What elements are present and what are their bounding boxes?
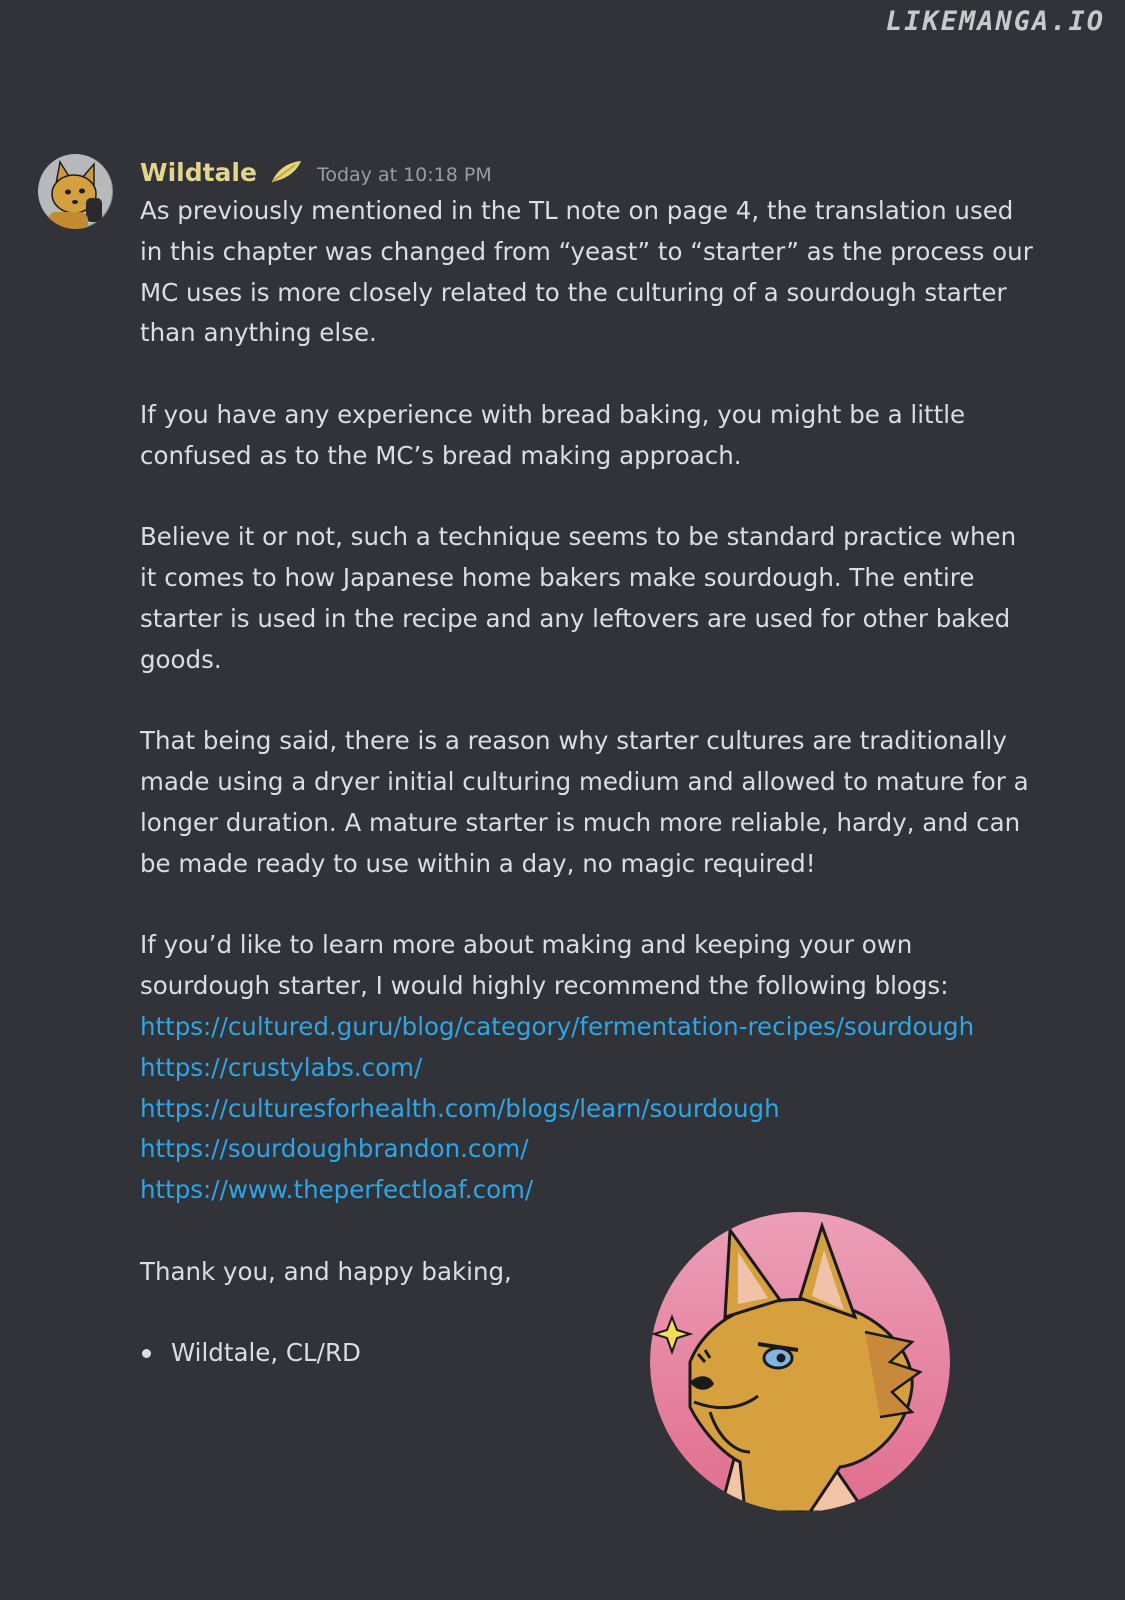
link-crustylabs[interactable]: https://crustylabs.com/ bbox=[140, 1052, 423, 1082]
link-theperfectloaf[interactable]: https://www.theperfectloaf.com/ bbox=[140, 1175, 534, 1205]
leaf-icon bbox=[269, 159, 303, 185]
bullet-icon bbox=[142, 1349, 151, 1358]
paragraph: If you have any experience with bread baking, you might be a little confused as to the MC’s bread making approach. bbox=[140, 399, 966, 470]
username[interactable]: Wildtale bbox=[140, 157, 257, 187]
signature: Wildtale, CL/RD bbox=[171, 1338, 361, 1368]
signoff: Thank you, and happy baking, bbox=[140, 1256, 512, 1286]
link-sourdoughbrandon[interactable]: https://sourdoughbrandon.com/ bbox=[140, 1134, 529, 1164]
paragraph: That being said, there is a reason why starter cultures are traditionally made using a dryer initial culturing medium and allowed to mature for a longer duration. A mature starter is much more reliable, hardy, and can be made ready to use within a day, no magic required! bbox=[140, 726, 1029, 878]
message-header bbox=[140, 152, 492, 192]
link-list bbox=[140, 1007, 1040, 1211]
link-cultured-guru[interactable]: https://cultured.guru/blog/category/fermentation-recipes/sourdough bbox=[140, 1011, 975, 1041]
message-body bbox=[140, 191, 1040, 1374]
paragraph: As previously mentioned in the TL note on page 4, the translation used in this chapter was changed from “yeast” to “starter” as the process our MC uses is more closely related to the culturing of a sourdough starter than anything else. bbox=[140, 196, 1033, 348]
watermark: LIKEMANGA.IO bbox=[885, 6, 1105, 37]
fox-portrait-image bbox=[650, 1212, 950, 1512]
user-avatar[interactable] bbox=[38, 154, 113, 229]
timestamp: Today at 10:18 PM bbox=[316, 164, 492, 186]
link-culturesforhealth[interactable]: https://culturesforhealth.com/blogs/learn/sourdough bbox=[140, 1093, 780, 1123]
paragraph: Believe it or not, such a technique seems to be standard practice when it comes to how Japanese home bakers make sourdough. The entire starter is used in the recipe and any leftovers are used for other baked goods. bbox=[140, 522, 1017, 674]
paragraph: If you’d like to learn more about making and keeping your own sourdough starter, I would highly recommend the following blogs: bbox=[140, 930, 949, 1001]
